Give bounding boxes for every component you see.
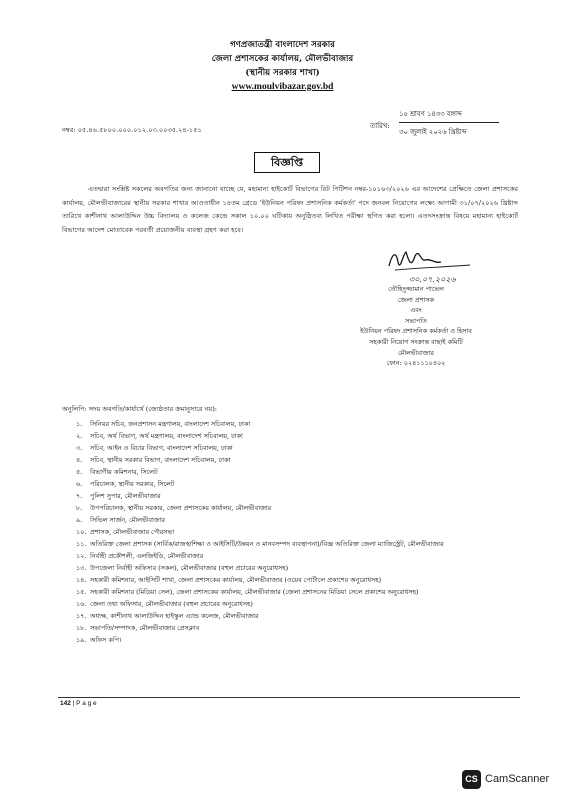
- list-item: [62, 478, 518, 490]
- signatory-place: মৌলভীবাজার: [398, 348, 434, 357]
- signatory-name: তৌহিদুজ্জামান পাভেল: [388, 285, 444, 293]
- page-number-value: 142: [60, 700, 71, 707]
- page-label: | P a g e: [72, 700, 97, 707]
- list-item: [62, 514, 518, 526]
- signatory-designation: জেলা প্রশাসক: [397, 295, 435, 304]
- list-item: [62, 634, 518, 646]
- list-item: [62, 622, 518, 634]
- date-bangla: ১৫ শ্রাবণ ১৪৩৩ বঙ্গাব্দ: [399, 108, 499, 123]
- list-item: [62, 502, 518, 514]
- list-item-number: ১.: [76, 420, 83, 428]
- list-item-text: সচিব, স্থানীয় সরকার বিভাগ, বাংলাদেশ সচিবালয়, ঢাকা: [90, 456, 231, 464]
- list-item-number: ১৯.: [76, 636, 87, 644]
- list-item-text: উপপরিচালক, স্থানীয় সরকার, জেলা প্রশাসকের কার্যালয়, মৌলভীবাজার: [90, 504, 272, 512]
- page-number: [60, 700, 97, 707]
- list-item: [62, 418, 518, 430]
- list-item-number: ২.: [76, 432, 83, 440]
- list-item-text: উপজেলা নির্বাহী অফিসার (সকল), মৌলভীবাজার (বহুল প্রচারের অনুরোধসহ): [90, 564, 289, 572]
- list-item: [62, 442, 518, 454]
- list-item: [62, 490, 518, 502]
- list-item: [62, 430, 518, 442]
- committee-line-2: সহকারী নিয়োগ সংক্রান্ত বাছাই কমিটি: [369, 337, 463, 346]
- camscanner-logo-icon: CS: [462, 770, 481, 789]
- list-item-number: ১৬.: [76, 600, 87, 608]
- list-item-number: ৪.: [76, 456, 83, 464]
- letterhead: [0, 38, 565, 94]
- list-item-number: ১৩.: [76, 564, 87, 572]
- list-item-number: ৬.: [76, 480, 83, 488]
- list-item: [62, 538, 518, 550]
- list-item-text: সচিব, আইন ও বিচার বিভাগ, বাংলাদেশ সচিবালয়, ঢাকা: [90, 444, 233, 452]
- signature-date: ৩০.০৭.২০২৬: [409, 275, 456, 284]
- list-item-number: ৫.: [76, 468, 83, 476]
- list-item-number: ১৭.: [76, 612, 87, 620]
- office-name: জেলা প্রশাসকের কার্যালয়, মৌলভীবাজার: [211, 54, 354, 64]
- list-item: [62, 610, 518, 622]
- list-item: [62, 454, 518, 466]
- list-item-text: অধ্যক্ষ, কাশীনাথ আলাউদ্দিন হাইস্কুল এ্যান্ড কলেজ, মৌলভীবাজার: [90, 612, 259, 620]
- list-item: [62, 562, 518, 574]
- list-item-number: ৯.: [76, 516, 83, 524]
- notice-title: বিজ্ঞপ্তি: [254, 152, 320, 173]
- list-item-text: পরিচালক, স্থানীয় সরকার, সিলেট: [90, 480, 175, 488]
- list-item: [62, 586, 518, 598]
- list-item: [62, 574, 518, 586]
- list-item-text: নির্বাহী প্রকৌশলী, এলজিইডি, মৌলভীবাজার: [90, 552, 204, 560]
- memo-number: নম্বর: ০৫.৪৬.৫৮০০.০০০.০১২.০৩.০০৩৫.২৪-১৫১: [62, 126, 202, 134]
- list-item-text: জেলা তথ্য অফিসার, মৌলভীবাজার (বহুল প্রচারের অনুরোধসহ): [90, 600, 253, 608]
- list-item: [62, 466, 518, 478]
- list-item-text: পুলিশ সুপার, মৌলভীবাজার: [90, 492, 161, 500]
- signatory-role: সভাপতি: [405, 316, 427, 325]
- list-item-number: ১৫.: [76, 588, 87, 596]
- list-item-text: সিভিল সার্জন, মৌলভীবাজার: [90, 516, 165, 524]
- govt-name: গণপ্রজাতন্ত্রী বাংলাদেশ সরকার: [230, 40, 335, 50]
- copy-heading: অনুলিপি: সদয় অবগতি/কার্যার্থে (জ্যেষ্ঠতার ক্রমানুসারে নয়):: [62, 405, 217, 413]
- footer-divider: [58, 697, 520, 698]
- camscanner-name: CamScanner: [485, 773, 550, 785]
- copy-list: [62, 418, 518, 646]
- section-name: (স্থানীয় সরকার শাখা): [245, 68, 320, 78]
- list-item-text: বিভাগীয় কমিশনার, সিলেট: [90, 468, 158, 476]
- list-item-number: ৭.: [76, 492, 83, 500]
- date-label: তারিখ:: [370, 122, 390, 130]
- list-item: [62, 526, 518, 538]
- list-item-text: সহকারী কমিশনার, আইসিটি শাখা, জেলা প্রশাসকের কার্যালয়, মৌলভীবাজার (ওয়েব পোর্টালে প্রকাশের অনুরোধসহ): [90, 576, 382, 584]
- signatory-and: এবং: [410, 306, 422, 315]
- date-english: ৩০ জুলাই ২০২৬ খ্রিষ্টাব্দ: [399, 128, 467, 136]
- handwritten-signature: [375, 240, 515, 284]
- list-item-number: ১২.: [76, 552, 87, 560]
- signatory-phone: ফোন: ০২৪১১১০৪০২: [386, 359, 446, 368]
- list-item-number: ৮.: [76, 504, 83, 512]
- list-item: [62, 550, 518, 562]
- list-item-number: ১০.: [76, 528, 87, 536]
- list-item-text: অফিস কপি।: [90, 636, 122, 644]
- list-item-number: ১৮.: [76, 624, 87, 632]
- list-item: [62, 598, 518, 610]
- list-item-number: ১৪.: [76, 576, 87, 584]
- list-item-text: সচিব, অর্থ বিভাগ, অর্থ মন্ত্রণালয়, বাংলাদেশ সচিবালয়, ঢাকা: [90, 432, 243, 440]
- list-item-text: সিনিয়র সচিব, জনপ্রশাসন মন্ত্রণালয়, বাংলাদেশ সচিবালয়, ঢাকা: [90, 420, 251, 428]
- list-item-text: সভাপতি/সম্পাদক, মৌলভীবাজার প্রেসক্লাব: [90, 624, 200, 632]
- list-item-text: প্রশাসক, মৌলভীবাজার পৌরসভা: [90, 528, 175, 536]
- camscanner-watermark: [462, 770, 562, 790]
- list-item-text: সহকারী কমিশনার (মিডিয়া সেল), জেলা প্রশাসকের কার্যালয়, মৌলভীবাজার (জেলা প্রশাসনের মিডিয়া সেলে প্রকাশের অনুরোধসহ): [90, 588, 419, 596]
- signatory-block: [316, 284, 516, 369]
- list-item-number: ৩.: [76, 444, 83, 452]
- website-link[interactable]: www.moulvibazar.gov.bd: [231, 82, 334, 92]
- list-item-text: অতিরিক্ত জেলা প্রশাসক (সার্বিক/রাজস্ব/শিক্ষা ও আইসিটি/উন্নয়ন ও মানবসম্পদ ব্যবস্থাপনা)/বিজ্ঞ অতিরিক্ত জেলা ম্যাজিস্ট্রেট, মৌলভীবাজার: [90, 540, 444, 548]
- list-item-number: ১১.: [76, 540, 87, 548]
- notice-body: এতদ্বারা সংশ্লিষ্ট সকলের অবগতির জন্য জানানো যাচ্ছে যে, মহামান্য হাইকোর্ট বিভাগের রিট পিটিশন নম্বর-১০১৬৩/২০২৬ এর আদেশের প্রেক্ষিতে জেলা প্রশাসকের কার্যালয়, মৌলভীবাজারের স্থানীয় সরকার শাখার আওতাধীন ১৪তম গ্রেডে 'ইউনিয়ন পরিষদ প্রশাসনিক কর্মকর্তা' পদে জনবল নিয়োগের লক্ষ্যে আগামী ৩১/০৭/২০২৬ খ্রিষ্টাব্দ তারিখে কাশীনাথ আলাউদ্দিন উচ্চ বিদ্যালয় ও কলেজ কেন্দ্রে সকাল ১০.০০ ঘটিকায় অনুষ্ঠিতব্য লিখিত পরীক্ষা স্থগিত করা হলো। এতদসংক্রান্ত বিষয়ে মহামান্য হাইকোর্ট বিভাগের আদেশ মোতাবেক পরবর্তী প্রয়োজনীয় ব্যবস্থা গ্রহণ করা হবে।: [62, 185, 518, 234]
- committee-line-1: ইউনিয়ন পরিষদ প্রশাসনিক কর্মকর্তা ও হিসাব: [360, 327, 472, 336]
